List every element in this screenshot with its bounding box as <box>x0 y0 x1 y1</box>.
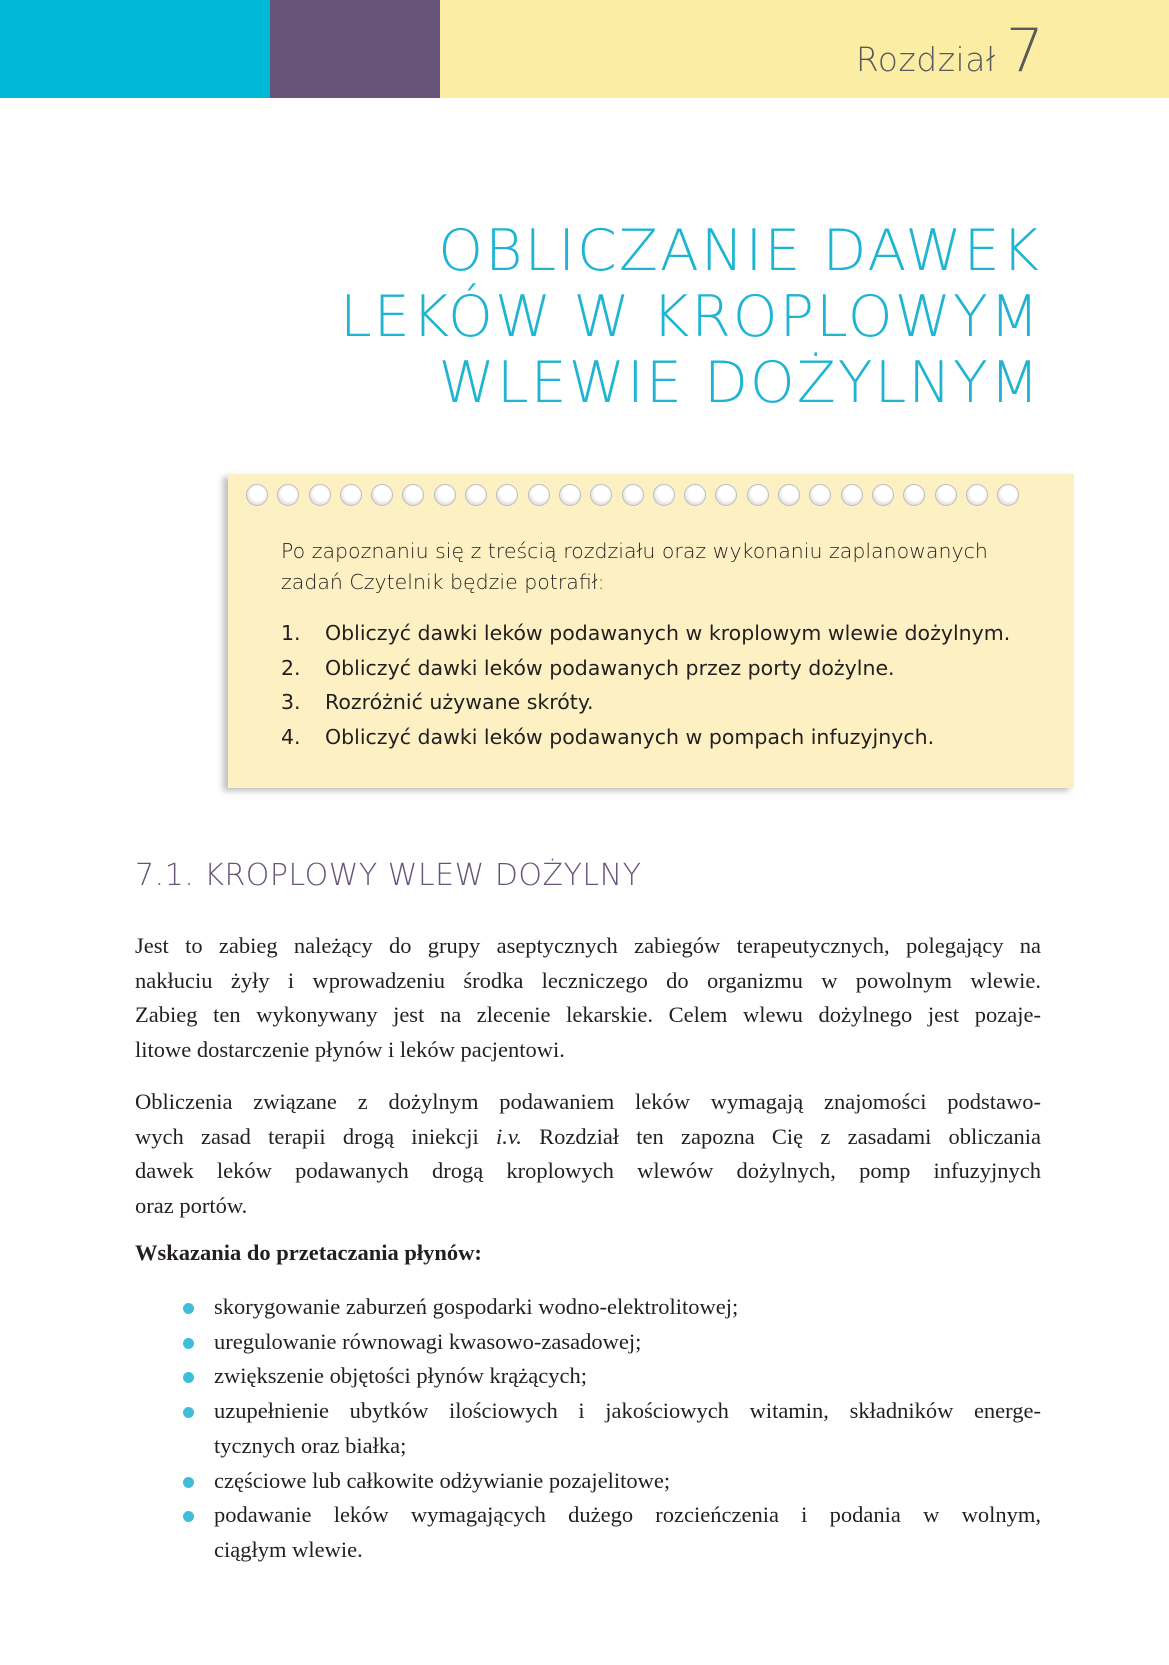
notepad-spiral-rings <box>246 484 1019 506</box>
bullet-dot-icon <box>183 1338 194 1349</box>
objectives-intro-line: zadań Czytelnik będzie potrafił: <box>281 570 605 594</box>
chapter-marker <box>856 18 1044 84</box>
objective-item <box>281 651 1010 686</box>
spiral-ring-icon <box>371 484 393 506</box>
header-band-cyan <box>0 0 270 98</box>
indications-heading: Wskazania do przetaczania płynów: <box>135 1240 482 1265</box>
bullet-dot-icon <box>183 1407 194 1418</box>
body-paragraph <box>135 929 1041 1068</box>
chapter-label: Rozdział <box>855 40 996 79</box>
indication-line: uzupełnienie ubytków ilościowych i jakościowych witamin, składników energe- <box>214 1398 1041 1424</box>
spiral-ring-icon <box>465 484 487 506</box>
objective-number: 3. <box>281 690 301 714</box>
indication-item <box>183 1325 1041 1360</box>
spiral-ring-icon <box>496 484 518 506</box>
spiral-ring-icon <box>747 484 769 506</box>
objective-number: 2. <box>281 655 301 680</box>
spiral-ring-icon <box>778 484 800 506</box>
indication-item <box>183 1464 1041 1499</box>
paragraph-line: nakłuciu żyły i wprowadzeniu środka leczniczego do organizmu w powolnym wlewie. <box>135 967 1041 993</box>
spiral-ring-icon <box>935 484 957 506</box>
objective-item <box>281 616 1010 651</box>
spiral-ring-icon <box>277 484 299 506</box>
chapter-title-line: WLEWIE DOŻYLNYM <box>438 350 1041 416</box>
header-band-purple <box>270 0 440 98</box>
spiral-ring-icon <box>434 484 456 506</box>
paragraph-line: Jest to zabieg należący do grupy aseptycznych zabiegów terapeutycznych, polegający na <box>135 933 1041 958</box>
spiral-ring-icon <box>590 484 612 506</box>
chapter-title-line: OBLICZANIE DAWEK <box>438 218 1041 284</box>
spiral-ring-icon <box>809 484 831 506</box>
paragraph-line: oraz portów. <box>135 1193 248 1219</box>
spiral-ring-icon <box>841 484 863 506</box>
chapter-title <box>241 218 1041 416</box>
spiral-ring-icon <box>402 484 424 506</box>
indication-line: ciągłym wlewie. <box>214 1536 363 1562</box>
objectives-list <box>281 616 1010 754</box>
spiral-ring-icon <box>903 484 925 506</box>
spiral-ring-icon <box>559 484 581 506</box>
bullet-dot-icon <box>183 1477 194 1488</box>
paragraph-line: Obliczenia związane z dożylnym podawaniem leków wymagają znajomości podstawo- <box>135 1089 1041 1114</box>
objective-text: Rozróżnić używane skróty. <box>325 690 594 714</box>
indication-line: zwiększenie objętości płynów krążących; <box>214 1363 587 1389</box>
indications-list <box>183 1290 1041 1568</box>
section-heading: 7.1. KROPLOWY WLEW DOŻYLNY <box>135 858 642 893</box>
spiral-ring-icon <box>966 484 988 506</box>
paragraph-line: dawek leków podawanych drogą kroplowych wlewów dożylnych, pomp infuzyjnych <box>135 1158 1041 1184</box>
objective-text: Obliczyć dawki leków podawanych przez porty dożylne. <box>325 655 895 680</box>
indication-line: tycznych oraz białka; <box>214 1432 407 1458</box>
objective-text: Obliczyć dawki leków podawanych w pompach infuzyjnych. <box>325 724 935 749</box>
paragraph-line <box>135 1120 1041 1155</box>
spiral-ring-icon <box>715 484 737 506</box>
indication-line: podawanie leków wymagających dużego rozcieńczenia i podania w wolnym, <box>214 1502 1041 1528</box>
indication-item <box>183 1498 1041 1567</box>
bullet-dot-icon <box>183 1511 194 1522</box>
indication-line: częściowe lub całkowite odżywianie pozajelitowe; <box>214 1467 671 1493</box>
indication-line: skorygowanie zaburzeń gospodarki wodno-elektrolitowej; <box>214 1294 739 1319</box>
paragraph-line: litowe dostarczenie płynów i leków pacjentowi. <box>135 1037 565 1063</box>
abbreviation-iv: i.v. <box>496 1123 522 1149</box>
indication-line: uregulowanie równowagi kwasowo-zasadowej; <box>214 1328 642 1354</box>
objective-item <box>281 720 1010 755</box>
objective-text: Obliczyć dawki leków podawanych w kroplowym wlewie dożylnym. <box>325 621 1011 645</box>
spiral-ring-icon <box>997 484 1019 506</box>
spiral-ring-icon <box>528 484 550 506</box>
objectives-intro-line: Po zapoznaniu się z treścią rozdziału oraz wykonaniu zaplanowanych <box>281 539 988 563</box>
spiral-ring-icon <box>340 484 362 506</box>
spiral-ring-icon <box>309 484 331 506</box>
objective-item <box>281 685 1010 720</box>
indication-item <box>183 1359 1041 1394</box>
objective-number: 4. <box>281 724 301 749</box>
spiral-ring-icon <box>872 484 894 506</box>
chapter-title-line: LEKÓW W KROPLOWYM <box>339 284 1041 350</box>
spiral-ring-icon <box>246 484 268 506</box>
chapter-number: 7 <box>1005 16 1044 86</box>
spiral-ring-icon <box>684 484 706 506</box>
indication-item <box>183 1290 1041 1325</box>
indication-item <box>183 1394 1041 1463</box>
paragraph-text: wych zasad terapii drogą iniekcji <box>135 1123 497 1149</box>
spiral-ring-icon <box>653 484 675 506</box>
bullet-dot-icon <box>183 1372 194 1383</box>
objectives-notepad <box>228 474 1074 788</box>
paragraph-text: Rozdział ten zapozna Cię z zasadami obliczania <box>521 1123 1041 1149</box>
bullet-dot-icon <box>183 1303 194 1314</box>
body-paragraph <box>135 1085 1041 1224</box>
objective-number: 1. <box>281 621 301 645</box>
spiral-ring-icon <box>622 484 644 506</box>
objectives-intro <box>281 536 1041 598</box>
paragraph-line: Zabieg ten wykonywany jest na zlecenie lekarskie. Celem wlewu dożylnego jest pozaje- <box>135 1002 1041 1028</box>
header-band <box>0 0 1169 98</box>
header-band-yellow <box>440 0 1169 98</box>
